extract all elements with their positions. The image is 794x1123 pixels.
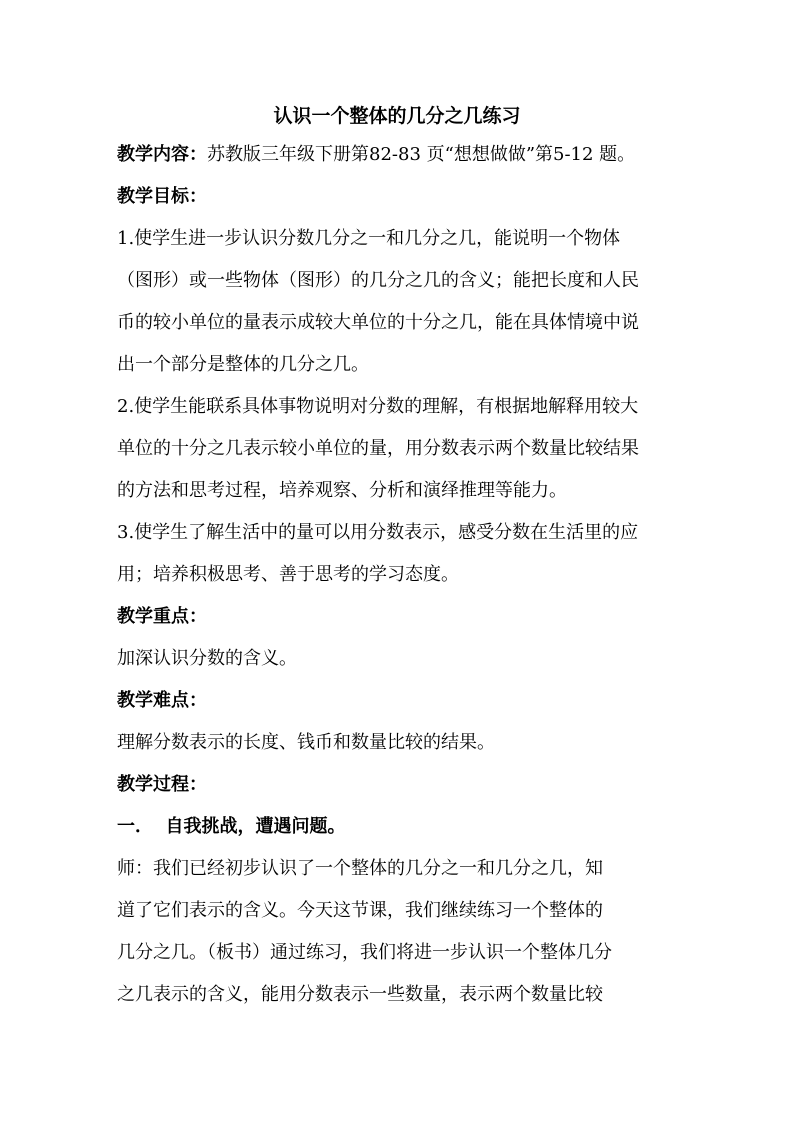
key-points-text: 加深认识分数的含义。: [117, 648, 297, 669]
section-one-heading: 一． 自我挑战，遭遇问题。: [117, 816, 346, 837]
objective-2: [117, 386, 677, 512]
teaching-content-text: 苏教版三年级下册第82-83 页“想想做做”第5-12 题。: [207, 144, 636, 165]
teacher-paragraph: [117, 848, 677, 1016]
objective-line: 单位的十分之几表示较小单位的量，用分数表示两个数量比较结果: [117, 438, 639, 459]
difficulties-heading: 教学难点：: [117, 690, 207, 711]
document-page: [117, 98, 677, 1016]
paragraph-line: 道了它们表示的含义。今天这节课，我们继续练习一个整体的: [117, 900, 603, 921]
paragraph-line: 师：我们已经初步认识了一个整体的几分之一和几分之几，知: [117, 858, 603, 879]
objective-line: 币的较小单位的量表示成较大单位的十分之几，能在具体情境中说: [117, 312, 639, 333]
objective-line: 1.使学生进一步认识分数几分之一和几分之几，能说明一个物体: [117, 228, 621, 249]
objective-1: [117, 218, 677, 386]
teaching-content: [117, 134, 677, 176]
objective-line: 2.使学生能联系具体事物说明对分数的理解，有根据地解释用较大: [117, 396, 639, 417]
process-heading: 教学过程：: [117, 774, 207, 795]
objectives-heading: 教学目标：: [117, 186, 207, 207]
teaching-content-label: 教学内容：: [117, 144, 207, 165]
paragraph-line: 几分之几。（板书）通过练习，我们将进一步认识一个整体几分: [117, 942, 612, 963]
objective-line: 3.使学生了解生活中的量可以用分数表示，感受分数在生活里的应: [117, 522, 639, 543]
paragraph-line: 之几表示的含义，能用分数表示一些数量，表示两个数量比较: [117, 984, 603, 1005]
difficulties-text: 理解分数表示的长度、钱币和数量比较的结果。: [117, 732, 495, 753]
objective-line: 出一个部分是整体的几分之几。: [117, 354, 369, 375]
key-points-heading: 教学重点：: [117, 606, 207, 627]
objective-line: 的方法和思考过程，培养观察、分析和演绎推理等能力。: [117, 480, 567, 501]
objective-line: （图形）或一些物体（图形）的几分之几的含义；能把长度和人民: [117, 270, 639, 291]
objective-3: [117, 512, 677, 596]
objective-line: 用；培养积极思考、善于思考的学习态度。: [117, 564, 459, 585]
document-title: 认识一个整体的几分之几练习: [273, 105, 521, 127]
